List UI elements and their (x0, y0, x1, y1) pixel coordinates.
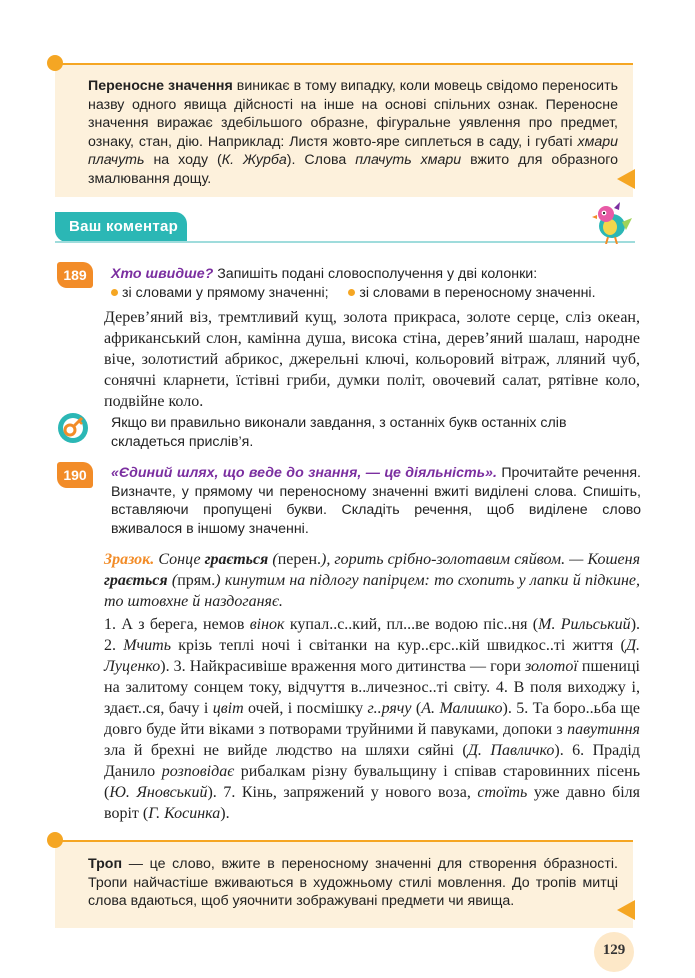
comment-underline (55, 241, 635, 243)
sentence-text: купал..с..кий, пл...ве водою піс..ня ( (284, 616, 539, 633)
highlighted-word: г..рячу (367, 700, 412, 717)
highlighted-word: золотої (524, 658, 578, 675)
rule-text-part: ). Слова (286, 152, 356, 169)
rule-text-part: на ходу ( (144, 152, 222, 169)
sample-text: ( (167, 572, 178, 589)
exercise-title: «Єдиний шлях, що веде до знання, — це діяльність». (111, 465, 497, 481)
highlighted-word: розповідає (161, 763, 235, 780)
rule-box-trope (55, 840, 633, 928)
sentence-text: очей, і посмішку (243, 700, 368, 717)
rule-text-part: — це слово, вжите в переносному значенні для створення óбразності. Тропи найчастіше вживаються в художньому стилі мовлення. До тропів митці слова вдаються, щоб уяочнити зображувані предмети чи явища. (88, 856, 618, 910)
highlighted-word: стоїть (477, 784, 528, 801)
author-name: Ю. Яновський (109, 784, 208, 801)
sample-text: ( (268, 551, 278, 568)
rule-text (88, 77, 618, 189)
sample-mark: прям. (177, 572, 216, 589)
exercise-number-badge: 190 (57, 462, 93, 488)
exercise-190-text (104, 614, 640, 824)
exercise-189-text: Дерев’яний віз, тремтливий кущ, золота прикраса, золоте серце, сліз океан, африканський слон, камінна душа, висока стіна, дерев’яний шалаш, народне віче, золотистий абрикос, джерельні ключі, кольоровий вітраж, лляний чуб, сонячні кларнети, їстівні гриби, думки політ, овочевий салат, рятівне коло, подвійне коло. (104, 309, 640, 410)
column-option: зі словами в переносному значенні. (359, 284, 596, 301)
key-target-icon (57, 412, 89, 444)
exercise-189-task (111, 265, 641, 302)
your-comment-label: Ваш коментар (69, 218, 179, 235)
sentence-text: ). (220, 805, 230, 822)
sentence-text: ). 3. Найкрасивіше враження мого дитинства — гори (160, 658, 525, 675)
sample-text: Сонце (154, 551, 205, 568)
hint-text: Якщо ви правильно виконали завдання, з останніх букв останніх слів складеться прислів’я. (111, 415, 567, 450)
sentence-text: зла й брехні не вийде людство на шляхи сяйні ( (104, 742, 468, 759)
author-name: М. Рильський (538, 616, 631, 633)
rule-box-top-line (55, 63, 633, 65)
bullet-dot-icon (111, 289, 118, 296)
highlighted-word: Мчить (123, 637, 171, 654)
sentence-text: 1. А з берега, немов (104, 616, 250, 633)
exercise-title: Хто швидше? (111, 266, 214, 282)
author-name: Д. Павличко (467, 742, 555, 759)
rule-term: Троп (88, 856, 123, 872)
sample-mark: перен. (277, 551, 322, 568)
rule-box-figurative-meaning (55, 63, 633, 197)
sample-label: Зразок. (104, 551, 155, 568)
your-comment-tab (55, 212, 187, 242)
sentence-text: ( (411, 700, 422, 717)
sentence-text: ). 7. Кінь, запряжений у нового воза, (207, 784, 478, 801)
author-name: А. Малишко (421, 700, 503, 717)
sentence-text: уже давно біля воріт ( (104, 784, 640, 822)
bullet-dot-icon (348, 289, 355, 296)
exercise-task-text: Запишіть подані словосполучення у дві колонки: (213, 266, 538, 282)
author-name: Г. Косинка (148, 805, 221, 822)
page-number-badge (594, 932, 634, 972)
rule-example-words: хмари плачуть (88, 133, 618, 169)
sample-text: ) кинутим на підлогу папірцем: то схопить у лапки й підкине, то штовхне й наздоганяє. (104, 572, 641, 610)
author-name: Д. Луценко (104, 637, 641, 675)
sentence-text: крізь теплі ночі і світанки на кур..єрс..кій швидкос..ті життя ( (171, 637, 626, 654)
rule-text-part: виникає в тому випадку, коли мовець свідомо переносить назву одного явища дійсності на інше на основі спільних ознак. Переносне значення виражає здебільшого образне, фігуральне уявлення про предмет, ознаку, стан, дію. Наприклад: Листя жовто-яре сиплеться в саду, і губаті (88, 78, 618, 150)
column-option: зі словами у прямому значенні; (122, 284, 329, 301)
sentence-text: ). 6. Прадід Данило (104, 742, 640, 780)
highlighted-word: грається (104, 572, 168, 589)
sample-text: ), горить срібно-золотавим сяйвом. — Кошеня (321, 551, 641, 568)
rule-box-top-line (55, 840, 633, 842)
highlighted-word: цвіт (212, 700, 244, 717)
exercise-task-text: Прочитайте речення. Визначте, у прямому чи переносному значенні вжиті виділені слова. Спишіть, вставляючи пропущені букви. Складіть речення, щоб виділене слово вживалося в іншому значенні. (111, 465, 642, 537)
exercise-number-badge: 189 (57, 262, 93, 288)
page-number: 129 (602, 942, 626, 958)
highlighted-word: вінок (249, 616, 285, 633)
rule-text-part: вжито для образного змалювання дощу. (88, 152, 618, 187)
highlighted-word: павутиння (567, 721, 640, 738)
rule-box-flag-icon (617, 169, 635, 189)
sentence-text: рибалкам різну бувальщину і співав старовинних пісень ( (104, 763, 640, 801)
rule-text (88, 855, 618, 911)
exercise-190-task (111, 464, 641, 538)
rule-author: К. Журба (221, 152, 287, 169)
rule-box-dot-icon (47, 832, 63, 848)
sentence-text: пшениці на залитому сонцем току, відчуття в..личезнос..ті світу. 4. В поля виходжу і, здаєт..ся, бачу і (104, 658, 640, 717)
rule-term: Переносне значення (88, 78, 233, 94)
sample-block (104, 549, 640, 612)
sentence-text: ). 5. Та боро..ьба ще довго буде йти віками з потворами труйними й павуками, допоки з (104, 700, 641, 738)
sentence-text: ). 2. (104, 616, 641, 654)
bird-illustration-icon (592, 200, 632, 244)
rule-example-words: плачуть хмари (355, 152, 462, 169)
highlighted-word: грається (204, 551, 269, 568)
rule-box-dot-icon (47, 55, 63, 71)
rule-box-flag-icon (617, 900, 635, 920)
